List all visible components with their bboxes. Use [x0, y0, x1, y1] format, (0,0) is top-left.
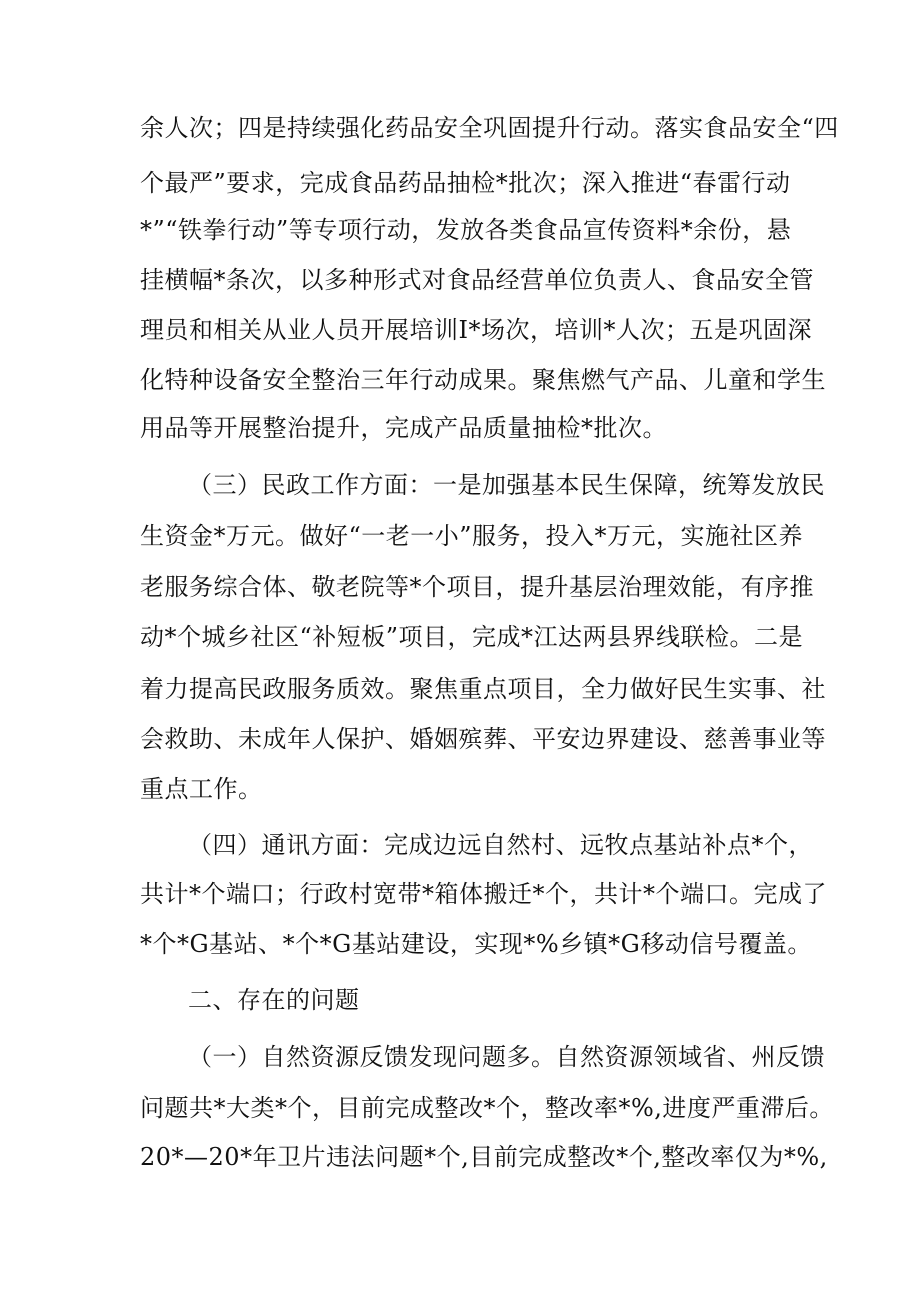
text-line: 着力提高民政服务质效。聚焦重点项目，全力做好民生实事、社 [140, 675, 826, 703]
text-line: 余人次；四是持续强化药品安全巩固提升行动。落实食品安全“四 [140, 114, 839, 142]
text-line: 理员和相关从业人员开展培训I*场次，培训*人次；五是巩固深 [140, 316, 812, 344]
text-line: 20*—20*年卫片违法问题*个,目前完成整改*个,整改率仅为*%, [140, 1143, 828, 1171]
text-line: 化特种设备安全整治三年行动成果。聚焦燃气产品、儿童和学生 [140, 366, 826, 394]
text-line: 问题共*大类*个，目前完成整改*个，整改率*%,进度严重滞后。 [140, 1094, 834, 1122]
text-line: （四）通讯方面：完成边远自然村、远牧点基站补点*个， [188, 831, 813, 859]
text-line: （一）自然资源反馈发现问题多。自然资源领域省、州反馈 [188, 1043, 825, 1071]
text-line: 老服务综合体、敬老院等*个项目，提升基层治理效能，有序推 [140, 573, 814, 601]
text-line: 个最严”要求，完成食品药品抽检*批次；深入推进“春雷行动 [140, 169, 791, 197]
section-heading: 二、存在的问题 [188, 986, 360, 1014]
text-line: 会救助、未成年人保护、婚姻殡葬、平安边界建设、慈善事业等 [140, 725, 826, 753]
text-line: 挂横幅*条次，以多种形式对食品经营单位负责人、食品安全管 [140, 266, 814, 294]
text-line: 生资金*万元。做好“一老一小”服务，投入*万元，实施社区养 [140, 522, 804, 550]
text-line: 共计*个端口；行政村宽带*箱体搬迁*个，共计*个端口。完成了 [140, 880, 827, 908]
text-line: *个*G基站、*个*G基站建设，实现*%乡镇*G移动信号覆盖。 [140, 930, 812, 958]
text-line: *”“铁拳行动”等专项行动，发放各类食品宣传资料*余份，悬 [140, 216, 792, 244]
text-line: 动*个城乡社区“补短板”项目，完成*江达两县界线联检。二是 [140, 623, 804, 651]
text-line: 重点工作。 [140, 775, 263, 803]
text-line: （三）民政工作方面：一是加强基本民生保障，统筹发放民 [188, 471, 825, 499]
text-line: 用品等开展整治提升，完成产品质量抽检*批次。 [140, 414, 667, 442]
